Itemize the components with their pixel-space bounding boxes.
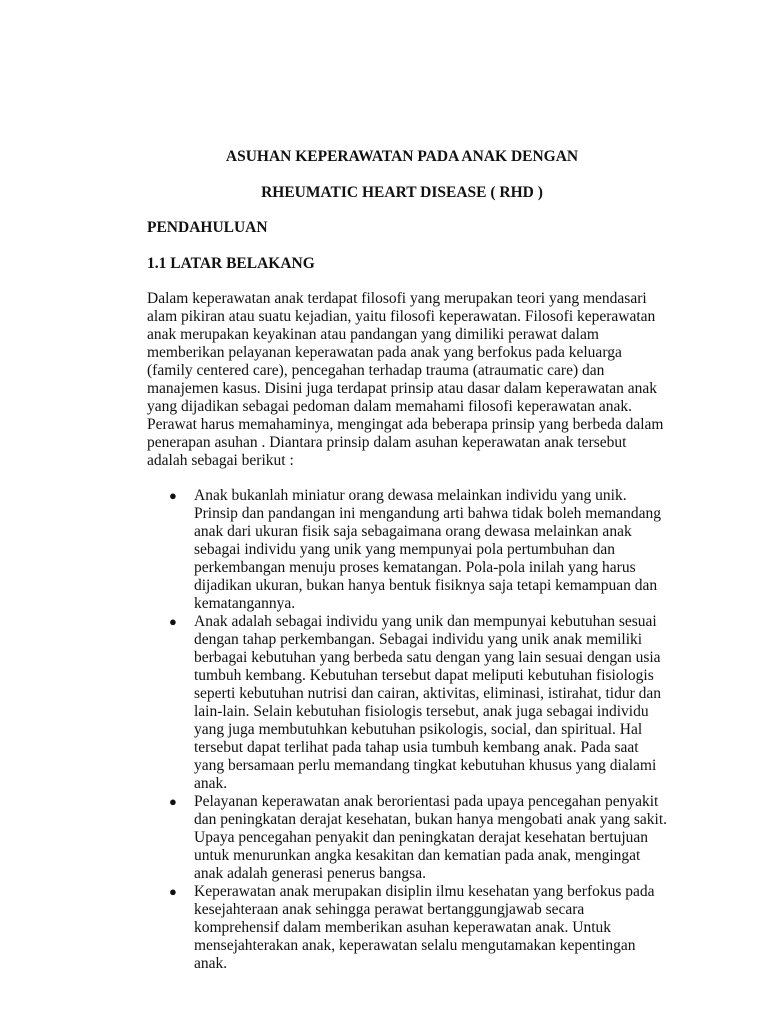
- list-item: [147, 793, 667, 883]
- list-item: [147, 613, 667, 793]
- section-heading: PENDAHULUAN: [147, 219, 268, 236]
- list-item-text: Anak bukanlah miniatur orang dewasa melainkan individu yang unik. Prinsip dan pandangan ini mengandung arti bahwa tidak boleh memandang anak dari ukuran fisik saja sebagaimana orang dewasa melainkan anak sebagai individu yang unik yang mempunyai pola pertumbuhan dan perkembangan menuju proses kematangan. Pola-pola inilah yang harus dijadikan ukuran, bukan hanya bentuk fisiknya saja tetapi kemampuan dan kematangannya.: [194, 487, 662, 612]
- principles-list: [147, 487, 667, 973]
- bullet-icon: ●: [169, 488, 177, 503]
- subsection-heading: 1.1 LATAR BELAKANG: [147, 255, 315, 272]
- list-item-text: Anak adalah sebagai individu yang unik dan mempunyai kebutuhan sesuai dengan tahap perkembangan. Sebagai individu yang unik anak memiliki berbagai kebutuhan yang berbeda satu dengan yang lain sesuai dengan usia tumbuh kembang. Kebutuhan tersebut dapat meliputi kebutuhan fisiologis seperti kebutuhan nutrisi dan cairan, aktivitas, eliminasi, istirahat, tidur dan lain-lain. Selain kebutuhan fisiologis tersebut, anak juga sebagai individu yang juga membutuhkan kebutuhan psikologis, social, dan spiritual. Hal tersebut dapat terlihat pada tahap usia tumbuh kembang anak. Pada saat yang bersamaan perlu memandang tingkat kebutuhan khusus yang dialami anak.: [194, 613, 662, 792]
- document-title-line-1: ASUHAN KEPERAWATAN PADA ANAK DENGAN: [225, 148, 579, 165]
- list-item-text: Keperawatan anak merupakan disiplin ilmu kesehatan yang berfokus pada kesejahteraan anak sehingga perawat bertanggungjawab secara komprehensif dalam memberikan asuhan keperawatan anak. Untuk mensejahterakan anak, keperawatan selalu mengutamakan kepentingan anak.: [194, 883, 655, 972]
- bullet-icon: ●: [169, 794, 177, 809]
- bullet-icon: ●: [169, 884, 177, 899]
- list-item-text: Pelayanan keperawatan anak berorientasi pada upaya pencegahan penyakit dan peningkatan derajat kesehatan, bukan hanya mengobati anak yang sakit. Upaya pencegahan penyakit dan peningkatan derajat kesehatan bertujuan untuk menurunkan angka kesakitan dan kematian pada anak, mengingat anak adalah generasi penerus bangsa.: [194, 793, 668, 882]
- intro-paragraph: Dalam keperawatan anak terdapat filosofi yang merupakan teori yang mendasari alam pikiran atau suatu kejadian, yaitu filosofi keperawatan. Filosofi keperawatan anak merupakan keyakinan atau pandangan yang dimiliki perawat dalam memberikan pelayanan keperawatan pada anak yang berfokus pada keluarga (family centered care), pencegahan terhadap trauma (atraumatic care) dan manajemen kasus. Disini juga terdapat prinsip atau dasar dalam keperawatan anak yang dijadikan sebagai pedoman dalam memahami filosofi keperawatan anak. Perawat harus memahaminya, mengingat ada beberapa prinsip yang berbeda dalam penerapan asuhan . Diantara prinsip dalam asuhan keperawatan anak tersebut adalah sebagai berikut :: [147, 290, 664, 469]
- bullet-icon: ●: [169, 614, 177, 629]
- document-title-line-2: RHEUMATIC HEART DISEASE ( RHD ): [261, 184, 543, 201]
- list-item: [147, 883, 667, 973]
- list-item: [147, 487, 667, 613]
